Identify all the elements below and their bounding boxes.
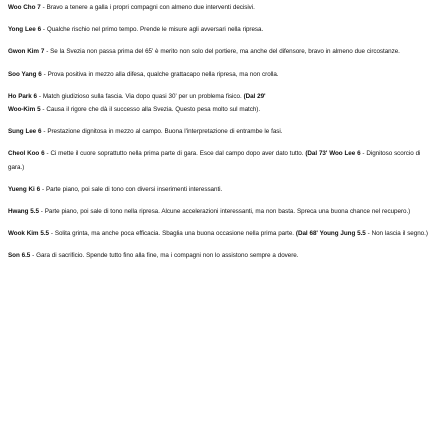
rating-paragraph [8, 227, 430, 240]
rating-text: - Ci mette il cuore soprattutto nella prima parte di gara. Esce dal campo dopo aver dato tutto. [44, 150, 306, 158]
player-name-grade: Son 6.5 [8, 252, 31, 260]
player-name-grade: Woo-Kim 5 [8, 106, 41, 114]
player-ratings-document [8, 0, 430, 263]
substitution-lead: (Dal 68' Young Jung 5.5 [295, 230, 366, 238]
rating-paragraph [8, 1, 430, 14]
player-name-grade: Ho Park 6 [8, 92, 37, 100]
player-name-grade: Wook Kim 5.5 [8, 230, 49, 238]
player-name-grade: Gwon Kim 7 [8, 48, 45, 56]
player-name-grade: Yueng Ki 6 [8, 185, 41, 193]
rating-text: - Prova positiva in mezzo alla difesa, qualche grattacapo nella ripresa, ma non crolla. [41, 70, 279, 78]
rating-text: - Bravo a tenere a galla i propri compagni con almeno due interventi decisivi. [40, 4, 255, 11]
substitution-text: - Dignitoso scorcio di gara.) [8, 150, 421, 171]
substitution-lead: (Dal 29' [243, 92, 266, 100]
substitution-text: - Non lascia il segno.) [365, 230, 428, 238]
player-name-grade: Hwang 5.5 [8, 208, 39, 216]
rating-paragraph [8, 125, 430, 138]
rating-paragraph [8, 147, 430, 173]
rating-text: - Se la Svezia non passa prima del 65' è merito non solo del portiere, ma anche del difensore, bravo in almeno due circostanze. [44, 48, 400, 56]
rating-text: - Parte piano, poi sale di tono con diversi inserimenti interessanti. [40, 185, 223, 193]
rating-text: - Causa il rigore che dà il successo alla Svezia. Questo pesa molto sul match). [40, 106, 261, 114]
rating-text: - Qualche rischio nel primo tempo. Prende le misure agli avversari nella ripresa. [41, 26, 264, 34]
rating-paragraph [8, 45, 430, 58]
player-name-grade: Woo Cho 7 [8, 4, 41, 11]
rating-paragraph [8, 205, 430, 218]
rating-paragraph [8, 103, 430, 116]
rating-paragraph [8, 249, 430, 262]
rating-text: - Solita grinta, ma anche poca efficacia. Sbaglia una buona occasione nella prima parte. [48, 230, 296, 238]
rating-paragraph [8, 23, 430, 36]
player-name-grade: Sung Lee 6 [8, 128, 42, 136]
substitution-lead: (Dal 73' Woo Lee 6 [305, 150, 361, 158]
player-name-grade: Cheol Koo 6 [8, 150, 45, 158]
rating-paragraph [8, 68, 430, 81]
rating-paragraph [8, 90, 430, 103]
rating-text: - Parte piano, poi sale di tono nella ripresa. Alcune accelerazioni interessanti, ma non basta. Spreca una buona chance nel recupero.) [38, 208, 411, 216]
player-name-grade: Yong Lee 6 [8, 26, 42, 34]
rating-text: - Prestazione dignitosa in mezzo al campo. Buona l'interpretazione di entrambe le fasi. [41, 128, 283, 136]
rating-paragraph [8, 183, 430, 196]
player-name-grade: Soo Yang 6 [8, 70, 42, 78]
rating-text: - Gara di sacrificio. Spende tutto fino alla fine, ma i compagni non lo assistono sempre a dovere. [30, 252, 299, 260]
rating-text: - Match giudizioso sulla fascia. Via dopo quasi 30' per un problema fisico. [37, 92, 244, 100]
